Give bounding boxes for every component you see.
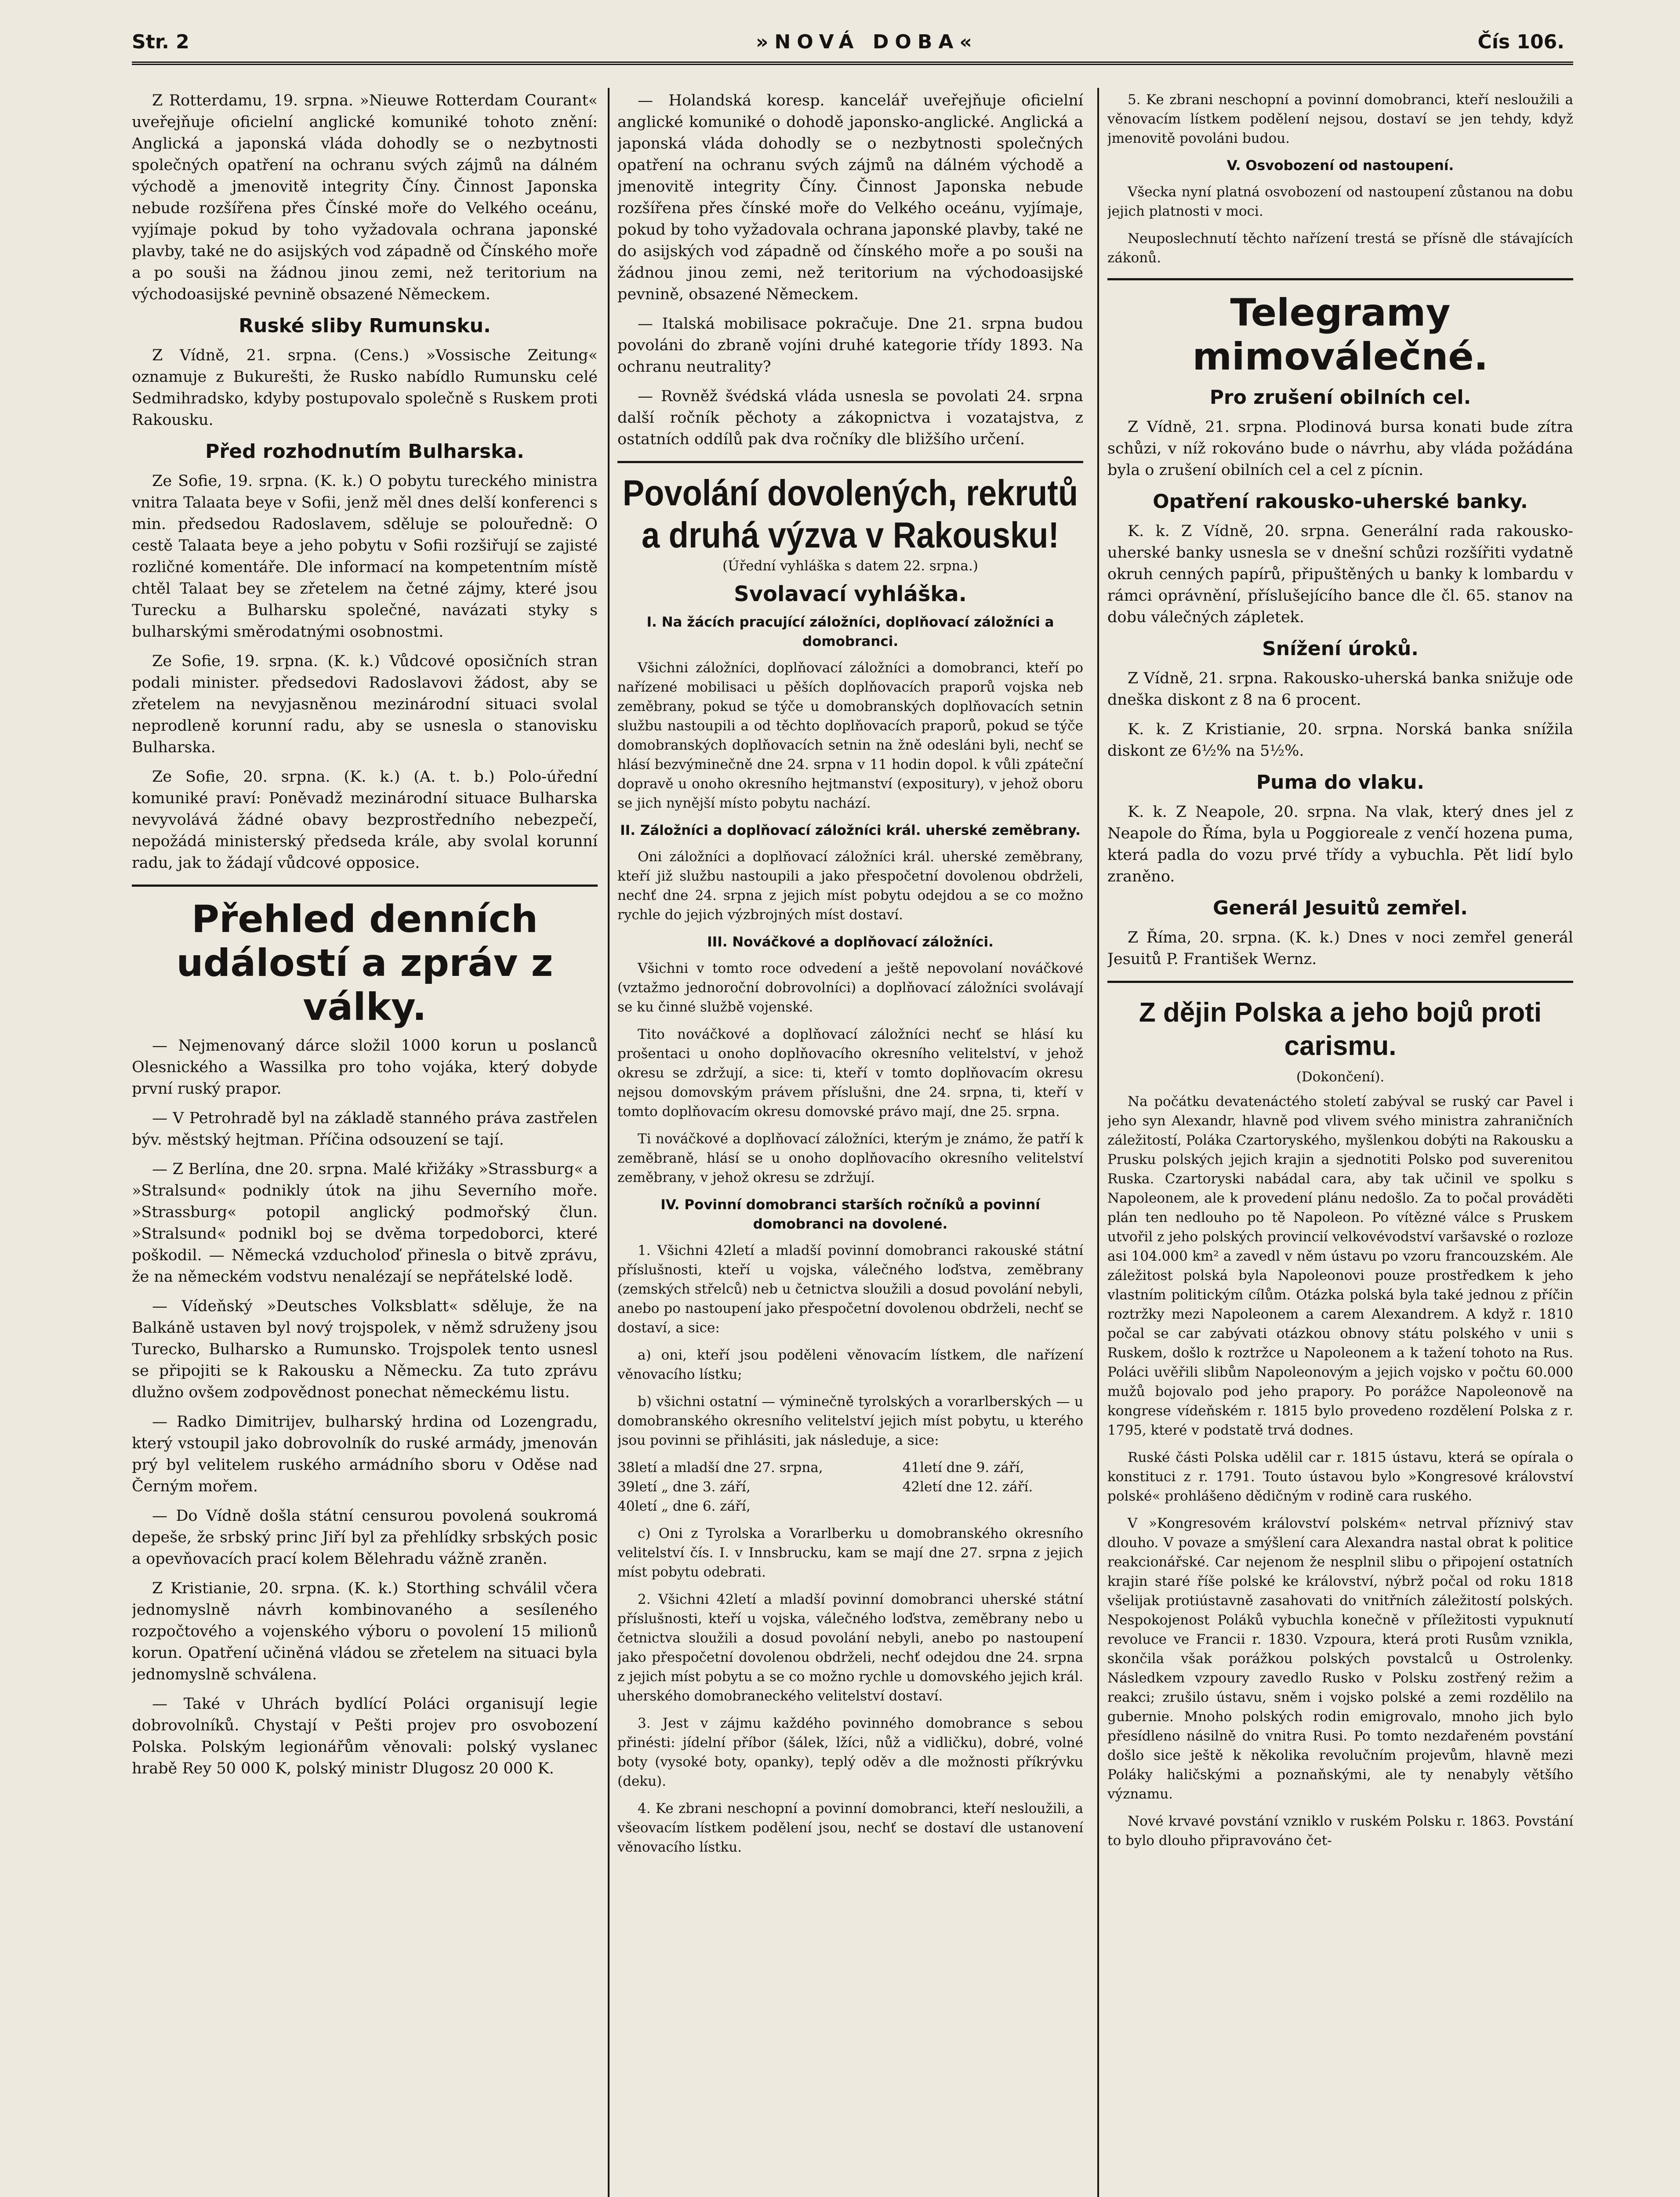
telegram-item: K. k. Z Vídně, 20. srpna. Generální rada rakousko-uherské banky usnesla se v dnešní schůzi rozšířiti vydatně okruh cenných papírů, připuštěných u banky k lombardu v rámci oprávnění, příslušejícího bance dle čl. 65. stanov na dobu válečných zápletek. bbox=[1107, 522, 1573, 626]
table-cell: 39letí „ dne 3. září, bbox=[617, 1479, 751, 1495]
section-text: 4. Ke zbrani neschopní a povinní domobranci, kteří nesloužili, a všeovacím lístkem podělení jsou, nechť se dostaví dle ustanovení věnovacího lístku. bbox=[617, 1801, 1083, 1855]
section-text: 2. Všichni 42letí a mladší povinní domobranci uherské státní příslušnosti, kteří u vojska, válečného loďstva, zeměbrany nebo u četnictva sloužili a dosud povolání nebyli, anebo po nastoupení jako přespočetní dovolenou obdrželi, nechť odejdou dne 24. srpna z jejich míst pobytu a se co možno rychle u domovského jejich král. uherského domobraneckého velitelství dostaví. bbox=[617, 1592, 1083, 1704]
column-rule bbox=[608, 88, 610, 2197]
news-item: — Radko Dimitrijev, bulharský hrdina od Lozengradu, který vstoupil jako dobrovolník do ruské armády, jmenován prý byl velitelem ruského armádního sboru v Oděse nad Černým mořem. bbox=[132, 1413, 598, 1495]
headline-prehled: Přehled denních událostí a zpráv z války. bbox=[176, 897, 553, 1029]
section-text: Tito nováčkové a doplňovací záložníci nechť se hlásí ku prošentaci u onoho doplňovacího okresního velitelství, v jehož okresu se zdržují, a sice: ti, kteří v tomto doplňovacím okresu nejsou domovským právem příslušni, dne 24. srpna, ti, kteří v tomto doplňovacím okresu domovské právo mají, dne 25. srpna. bbox=[617, 1026, 1083, 1120]
section-text: Oni záložníci a doplňovací záložníci král. uherské zeměbrany, kteří již službu nastoupili a jako přespočetní dovolenou obdrželi, nechť dne 24. srpna z jejich míst pobytu odejdou a se co možno rychle do jejich výzbrojných míst dostaví. bbox=[617, 849, 1083, 923]
section-divider bbox=[132, 885, 598, 887]
headline-polsko: Z dějin Polska a jeho bojů proti carismu. bbox=[1139, 997, 1542, 1061]
news-item: — Vídeňský »Deutsches Volksblatt« sděluje, že na Balkáně ustaven byl nový trojspolek, v němž sdruženy jsou Turecko, Bulharsko a Rumunsko. Trojspolek tento usnesl se připojiti se k Rakousku a Německu. Za tuto zprávu dlužno ovšem zodpovědnost ponechat německému listu. bbox=[132, 1298, 598, 1401]
news-item: — Také v Uhrách bydlící Poláci organisují legie dobrovolníků. Chystají v Pešti projev pro osvobození Polska. Polským legionářům věnovali: polský vyslanec hrabě Rey 50 000 K, polský ministr Dlugosz 20 000 K. bbox=[132, 1695, 598, 1777]
section-text: Všecka nyní platná osvobození od nastoupení zůstanou na dobu jejich platnosti v moci. bbox=[1107, 184, 1573, 219]
table-row bbox=[617, 1477, 1083, 1497]
headline-telegramy: Telegramy mimoválečné. bbox=[1192, 291, 1488, 379]
article-polsko-paragraph: Na počátku devatenáctého století zabýval se ruský car Pavel i jeho syn Alexandr, hlavně pod vlivem svého ministra zahraničních záležitostí, Poláka Czartoryského, myšlenkou dobýti na Rakousku a Prusku polských jejich krajin a sjednotiti Polsko pod suverenitou Ruska. Czartoryski nabádal cara, aby tak učinil ve spolku s Napoleonem, ale k provedení plánu nedošlo. Za to počal prováděti plán ten nedlouho po tě Napoleon. Po vítězné válce s Pruskem utvořil z jeho polských provincií velkovévodství varšavské o rozloze asi 104.000 km² a zavedl v něm ústavu po vzoru francouzském. Ale záležitost polská byla Napoleonovi pouze prostředkem k jeho vlastním politickým cílům. Otázka polská byla také jednou z příčin roztržky mezi Napoleonem a carem Alexandrem. A když r. 1810 počal se car zabývati otázkou obnovy státu polského v unii s Ruskem, došlo k roztržce u Napoleonem a k tažení tohoto na Rus. Poláci uvěřili slibům Napoleonovým a jejich vojsko v počtu 60.000 mužů bojovalo pod jeho prapory. Po porážce Napoleonově na kongrese vídeňském r. 1815 bylo provedeno rozdělení Polska z r. 1795, které v podstatě trvá dodnes. bbox=[1107, 1094, 1573, 1438]
section-text: b) všichni ostatní — výminečně tyrolských a vorarlberských — u domobranského okresního velitelství jejich míst pobytu, u kterého jsou povinni se přihlásiti, jak následuje, a sice: bbox=[617, 1394, 1083, 1448]
telegram-item: Z Vídně, 21. srpna. Rakousko-uherská banka snižuje ode dneška diskont z 8 na 6 procent. bbox=[1107, 670, 1573, 709]
table-cell: 41letí dne 9. září, bbox=[902, 1460, 1024, 1476]
issue-number: Čís 106. bbox=[1477, 31, 1564, 53]
section-text: Neuposlechnutí těchto nařízení trestá se přísně dle stávajících zákonů. bbox=[1107, 231, 1573, 266]
section-title-3: III. Nováčkové a doplňovací záložníci. bbox=[707, 934, 994, 950]
section-divider bbox=[617, 461, 1083, 463]
article-italska: — Italská mobilisace pokračuje. Dne 21. srpna budou povoláni do zbraně vojíni druhé kategorie třídy 1893. Na ochranu neutrality? bbox=[617, 315, 1083, 376]
article-svedska: — Rovněž švédská vláda usnesla se povolati 24. srpna další ročník pěchoty a zákopnictva i vozatajstva, z ostatních oddílů pak dva ročníky dle bližšího určení. bbox=[617, 388, 1083, 448]
news-item: Z Kristianie, 20. srpna. (K. k.) Storthing schválil včera jednomyslně návrh kombinovaného a sesíleného rozpočtového a vojenského výboru o povolení 15 milionů korun. Opatření učiněná vládou se zřetelem na situaci byla jednomyslně schválena. bbox=[132, 1580, 598, 1683]
table-cell: 40letí „ dne 6. září, bbox=[617, 1498, 751, 1514]
section-title-4: IV. Povinní domobranci starších ročníků a povinní domobranci na dovolené. bbox=[660, 1197, 1040, 1232]
column-rule bbox=[1097, 88, 1099, 2197]
section-text: 3. Jest v zájmu každého povinného domobrance s sebou přinésti: jídelní příbor (šálek, lžíci, nůž a vidličku), dobré, volné boty (vysoké boty, opanky), teplý oděv a dle možnosti příkrývku (deku). bbox=[617, 1715, 1083, 1789]
age-schedule-table bbox=[617, 1458, 1083, 1516]
section-divider bbox=[1107, 981, 1573, 983]
article-polsko-paragraph: Ruské části Polska udělil car r. 1815 ústavu, která se opírala o konstituci z r. 1791. Touto ústavou bylo »Kongresové království polské« prohlášeno dědičným v rodině cara ruského. bbox=[1107, 1450, 1573, 1504]
article-sofie-2: Ze Sofie, 19. srpna. (K. k.) Vůdcové oposičních stran podali minister. předsedovi Radoslavovi žádost, aby se zřetelem na nevyjasněnou mezinárodní situaci svolal neprodleně korunní radu, aby se usnesla o stanovisku Bulharska. bbox=[132, 653, 598, 756]
page-number: Str. 2 bbox=[132, 31, 189, 53]
article-sofie-1: Ze Sofie, 19. srpna. (K. k.) O pobytu tureckého ministra vnitra Talaata beye v Sofii, jenž měl dnes delší konferenci s min. předsedou Radoslavem, sděluje se polouředně: O cestě Talaata beye a jeho pobytu v Sofii rozšiřují se zajisté rozličné komentáře. Dle informací na kompetentním místě chtěl Talaat bey se zřetelem na četné zájmy, které jsou Turecku a Bulharsku společné, navázati styky s bulharskými směrodatnými osobnostmi. bbox=[132, 472, 598, 641]
section-title-1: I. Na žácích pracující záložníci, doplňovací záložníci a domobranci. bbox=[646, 614, 1054, 649]
news-item: — Nejmenovaný dárce složil 1000 korun u poslanců Olesnického a Wassilka pro toho vojáka, který dobyde první ruský prapor. bbox=[132, 1037, 598, 1098]
section-text: Ti nováčkové a doplňovací záložníci, kterým je známo, že patří k zeměbraně, hlásí se u onoho doplňovacího okresního velitelství zeměbrany, v jehož okresu se zdržují. bbox=[617, 1131, 1083, 1186]
section-title-5: V. Osvobození od nastoupení. bbox=[1226, 158, 1454, 174]
headline-uroku: Snížení úroků. bbox=[1262, 638, 1419, 660]
section-text: c) Oni z Tyrolska a Vorarlberku u domobranského okresního velitelství čís. I. v Innsbrucku, kam se mají dne 27. srpna z jejich míst pobytu odebrati. bbox=[617, 1526, 1083, 1580]
section-title-2: II. Záložníci a doplňovací záložníci král. uherské zeměbrany. bbox=[620, 823, 1081, 838]
article-polsko-paragraph: Nové krvavé povstání vzniklo v ruském Polsku r. 1863. Povstání to bylo dlouho připravováno čet- bbox=[1107, 1813, 1573, 1849]
article-sofie-3: Ze Sofie, 20. srpna. (K. k.) (A. t. b.) Polo-úřední komuniké praví: Poněvadž mezinárodní situace Bulharska nevyvolává žádné obavy bezprostředního nebezpečí, nepožádá ministerský předseda krále, aby svolal korunní radu, jak to žádají vůdcové opposice. bbox=[132, 768, 598, 872]
article-rusko-rumunsko: Z Vídně, 21. srpna. (Cens.) »Vossische Zeitung« oznamuje z Bukurešti, že Rusko nabídlo Rumunsku celé Sedmihradsko, kdyby postupovalo společně s Ruskem proti Rakousku. bbox=[132, 347, 598, 429]
headline-bulharsko: Před rozhodnutím Bulharska. bbox=[205, 440, 524, 463]
section-text: a) oni, kteří jsou poděleni věnovacím lístkem, dle nařízení věnovacího lístku; bbox=[617, 1347, 1083, 1382]
page-header bbox=[132, 26, 1573, 65]
headline-povolani: Povolání dovolených, rekrutů a druhá výzva v Rakousku! bbox=[622, 472, 1078, 556]
table-row bbox=[617, 1458, 1083, 1477]
headline-banky: Opatření rakousko-uherské banky. bbox=[1153, 490, 1528, 513]
telegram-item: K. k. Z Neapole, 20. srpna. Na vlak, který dnes jel z Neapole do Říma, byla u Poggioreale z venčí hozena puma, která padla do vozu prvé třídy a vybuchla. Pět lidí bylo zraněno. bbox=[1107, 803, 1573, 885]
headline-puma: Puma do vlaku. bbox=[1256, 771, 1425, 794]
dek-dokonceni: (Dokončení). bbox=[1296, 1069, 1385, 1085]
column-left bbox=[132, 90, 598, 1787]
news-item: — V Petrohradě byl na základě stanného práva zastřelen býv. městský hejtman. Příčina odsouzení se tají. bbox=[132, 1109, 598, 1149]
telegram-item: Z Říma, 20. srpna. (K. k.) Dnes v noci zemřel generál Jesuitů P. František Wernz. bbox=[1107, 929, 1573, 968]
subhead-svolavaci: Svolavací vyhláška. bbox=[734, 582, 967, 606]
column-right bbox=[1107, 90, 1573, 1858]
section-text: 5. Ke zbrani neschopní a povinní domobranci, kteří nesloužili a věnovacím lístkem podělení nejsou, dostaví se jen tehdy, když jmenovitě povoláni budou. bbox=[1107, 92, 1573, 146]
dek-uredni: (Úřední vyhláška s datem 22. srpna.) bbox=[722, 558, 978, 574]
article-rotterdam: Z Rotterdamu, 19. srpna. »Nieuwe Rotterdam Courant« uveřejňuje oficielní anglické komuniké tohoto znění: Anglická a japonská vláda dohodly se o nezbytnosti společných opatření na ochranu svých zájmů na dálném východě a jmenovitě integrity Číny. Činnost Japonska nebude rozšířena přes Čínské moře do Velkého oceánu, vyjímaje pokud by toho vyžadovala ochrana japonské plavby, také ne do asijských vod západně od Čínského moře a po souši na žádnou jinou zemi, než teritorium na východoasijské pevnině obsazené Německem. bbox=[132, 92, 598, 303]
news-item: — Z Berlína, dne 20. srpna. Malé křižáky »Strassburg« a »Stralsund« podnikly útok na jihu Severního moře. »Strassburg« potopil anglický podmořský člun. »Stralsund« podnikl boj se dvěma torpedoborci, které poškodil. — Německá vzducholoď přinesla o bitvě zprávu, že na německém vodstvu nenalézají se nepřátelské lodě. bbox=[132, 1160, 598, 1286]
section-divider bbox=[1107, 278, 1573, 280]
telegram-item: K. k. Z Kristianie, 20. srpna. Norská banka snížila diskont ze 6½% na 5½%. bbox=[1107, 721, 1573, 760]
masthead-title: »NOVÁ DOBA« bbox=[756, 31, 978, 53]
article-holandska: — Holandská koresp. kancelář uveřejňuje oficielní anglické komuniké o dohodě japonsko-anglické. Anglická a japonská vláda dohodly se o nezbytnosti společných opatření na ochranu svých zájmů na dálném východě a jmenovitě integrity Číny. Činnost Japonska nebude rozšířena přes čínské moře do Velkého oceánu, vyjímaje, pokud by toho vyžadovala ochrana japonské plavby, také ne do asijských vod západně od čínského moře a po souši na žádnou jinou zemi, než teritorium na východoasijské pevnině, obsazené Německem. bbox=[617, 92, 1083, 303]
table-cell: 38letí a mladší dne 27. srpna, bbox=[617, 1460, 823, 1476]
section-text: Všichni záložníci, doplňovací záložníci a domobranci, kteří po nařízené mobilisaci u pěších doplňovacích praporů vojska neb zeměbrany, pokud se týče u domobranských doplňovacích setnin službu nastoupili a od těchto doplňovacích praporů, pokud se týče domobranských doplňovacích setnin na žně odesláni byli, nechť se hlásí bezvýminečně dne 24. srpna v 11 hodin dopol. k vůli zpáteční dopravě u onoho okresního hejtmanství (expositury), v jehož oboru se jich nynější místo pobytu nachází. bbox=[617, 660, 1083, 811]
section-text: Všichni v tomto roce odvedení a ještě nepovolaní nováčkové (vztažmo jednoroční dobrovolníci) a doplňovací záložníci svolávají se ku činné službě vojenské. bbox=[617, 961, 1083, 1015]
article-polsko-paragraph: V »Kongresovém království polském« netrval příznivý stav dlouho. V povaze a smýšlení cara Alexandra nastal obrat k politice reakcionářské. Car nejenom že nesplnil slibu o připojení ostatních krajin staré říše polské ke království, nýbrž počal od roku 1818 všelijak protiústavně zasahovati do vnitřních záležitostí polských. Nespokojenost Poláků vybuchla konečně v příležitosti vypuknutí revoluce ve Francii r. 1830. Vzpoura, která proti Rusům vznikla, skončila však porážkou polských povstalců u Ostrolenky. Následkem vzpoury zavedlo Rusko v Polsku zostřený režim a reakci; zrušilo ústavu, sněm i vojsko polské a zemi rozdělilo na gubernie. Mnoho polských rodin emigrovalo, mnoho jich bylo přesídleno násilně do vnitra Rusi. Po tomto nezdařeném povstání došlo sice ještě k několika revolučním projevům, hlavně mezi Poláky haličskými a poznaňskými, ale ty nenabyly většího významu. bbox=[1107, 1515, 1573, 1802]
headline-ruske-sliby: Ruské sliby Rumunsku. bbox=[239, 315, 491, 337]
headline-obilnich: Pro zrušení obilních cel. bbox=[1209, 386, 1471, 409]
telegram-item: Z Vídně, 21. srpna. Plodinová bursa konati bude zítra schůzi, v níž rokováno bude o návrhu, aby vláda požádána byla o zrušení obilních cel a cel z pícnin. bbox=[1107, 418, 1573, 479]
section-text: 1. Všichni 42letí a mladší povinní domobranci rakouské státní příslušnosti, kteří u vojska, válečného loďstva, zeměbrany (zemských střelců) neb u četnictva sloužili a dosud povolání nebyli, anebo po nastoupení jako přespočetní dovolenou obdrželi, nechť se dostaví, a sice: bbox=[617, 1243, 1083, 1336]
table-row bbox=[617, 1497, 1083, 1516]
headline-jesuitu: Generál Jesuitů zemřel. bbox=[1212, 897, 1468, 919]
table-cell bbox=[903, 1497, 1083, 1516]
column-middle bbox=[617, 90, 1083, 1865]
table-cell: 42letí dne 12. září. bbox=[902, 1479, 1033, 1495]
news-item: — Do Vídně došla státní censurou povolená soukromá depeše, že srbský princ Jiří byl za přehlídky srbských posic a opevňovacích prací kolem Bělehradu vážně zraněn. bbox=[132, 1507, 598, 1568]
